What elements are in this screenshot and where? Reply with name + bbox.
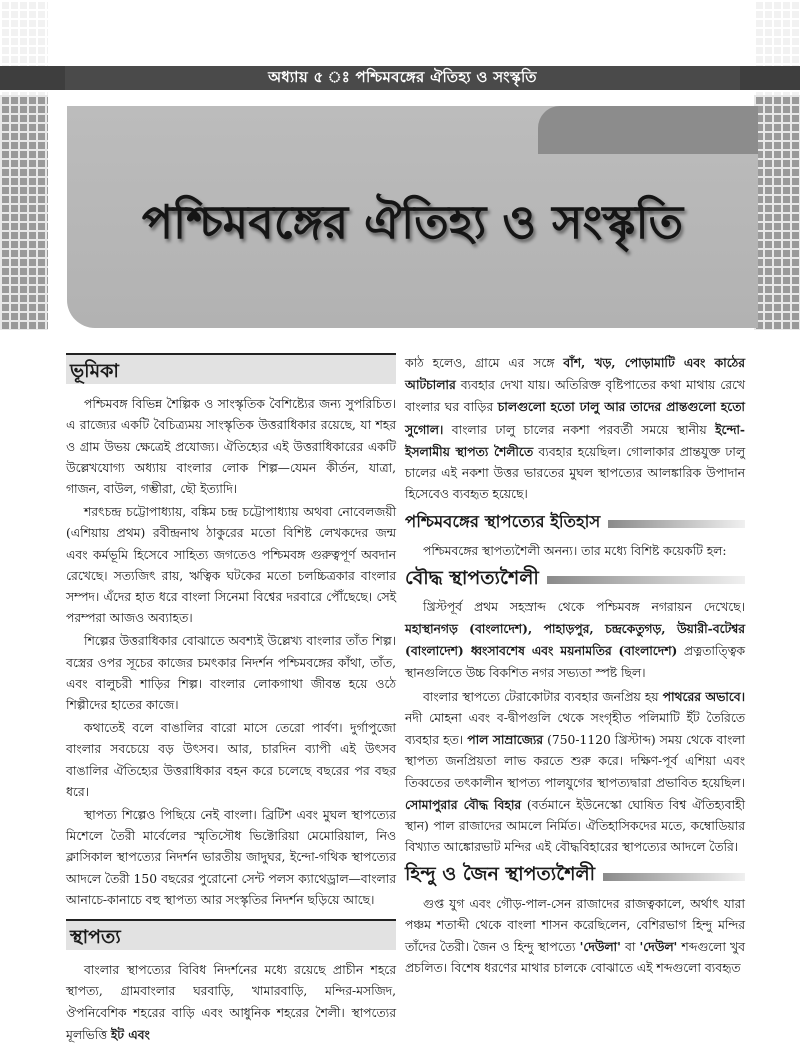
paragraph: বাংলার স্থাপত্যে টেরাকোটার ব্যবহার জনপ্রিয় হয় পাথরের অভাবে। নদী মোহনা এবং ব-দ্বীপগুলি থেকে সংগৃহীত পলিমাটি ইঁট তৈরিতে ব্যবহার হত। পাল সাম্রাজ্যের (750-1120 খ্রিস্টাব্দ) সময় থেকে বাংলা স্থাপত্য জনপ্রিয়তা লাভ করতে শুরু করে। দক্ষিণ-পূর্ব এশিয়া এবং তিব্বতের তৎকালীন স্থাপত্য পালযুগের স্থাপত্যদ্বারা প্রভাবিত হয়েছিল। সোমাপুরার বৌদ্ধ বিহার (বর্তমানে ইউনেস্কো ঘোষিত বিশ্ব ঐতিহ্যবাহী স্থান) পাল রাজাদের আমলে নির্মিত। ঐতিহাসিকদের মতে, কম্বোডিয়ার বিখ্যাত আঙ্কোরভাট মন্দির এই বৌদ্ধবিহারের স্থাপত্যের আদলে তৈরি। xyxy=(405,688,745,855)
section-heading-buddhist: বৌদ্ধ স্থাপত্যশৈলী xyxy=(405,568,745,589)
section-heading-history: পশ্চিমবঙ্গের স্থাপত্যের ইতিহাস xyxy=(405,511,745,532)
paragraph: শরৎচন্দ্র চট্টোপাধ্যায়, বঙ্কিম চন্দ্র চট্টোপাধ্যায় অথবা নোবেলজয়ী (এশিয়ায় প্রথম) রবীন্দ্রনাথ ঠাকুরের মতো বিশিষ্ট লেখকদের জন্ম এবং কর্মভূমি হিসেবে সাহিত্য জগতেও পশ্চিমবঙ্গ গুরুত্বপূর্ণ অবদান রেখেছে। সত্যজিৎ রায়, ঋত্বিক ঘটকের মতো চলচ্চিত্রকার বাংলার সম্পদ। এঁদের হাত ধরে বাংলা সিনেমা বিশ্বের দরবারে পৌঁছেছে। সেই পরম্পরা আজও অব্যাহত। xyxy=(66,505,396,626)
paragraph: খ্রিস্টপূর্ব প্রথম সহস্রাব্দ থেকে পশ্চিমবঙ্গ নগরায়ন দেখেছে। মহাস্থানগড় (বাংলাদেশ), পাহাড়পুর, চন্দ্রকেতুগড়, উয়ারী-বটেশ্বর (বাংলাদেশ) ধ্বংসাবশেষ এবং ময়নামতির (বাংলাদেশ) প্রত্নতাত্ত্বিক স্থানগুলিতে উচ্চ বিকশিত নগর সভ্যতা স্পষ্ট ছিল। xyxy=(405,600,745,680)
section-heading-architecture: স্থাপত্য xyxy=(66,919,396,950)
right-checker-decoration xyxy=(754,0,800,330)
banner-tab-decoration xyxy=(538,106,758,154)
paragraph: পশ্চিমবঙ্গ বিভিন্ন শৈল্পিক ও সাংস্কৃতিক বৈশিষ্ট্যের জন্য সুপরিচিত। এ রাজ্যের একটি বৈচিত্র্যময় সাংস্কৃতিক উত্তরাধিকার রয়েছে, যা শহর ও গ্রাম উভয় ক্ষেত্রেই প্রযোজ্য। ঐতিহ্যের এই উত্তরাধিকারের একটি উল্লেখযোগ্য অধ্যায় বাংলার লোক শিল্প—যেমন কীর্তন, যাত্রা, গাজন, বাউল, গম্ভীরা, ছৌ ইত্যাদি। xyxy=(66,397,396,497)
page-title: পশ্চিমবঙ্গের ঐতিহ্য ও সংস্কৃতি xyxy=(141,195,684,249)
paragraph: শিল্পের উত্তরাধিকার বোঝাতে অবশ্যই উল্লেখ্য বাংলার তাঁত শিল্প। বস্ত্রের ওপর সূচের কাজের চমৎকার নিদর্শন পশ্চিমবঙ্গের কাঁথা, তাঁত, এবং বালুচরী শাড়ির শিল্প। বাংলার লোকগাথা জীবন্ত হয়ে ওঠে শিল্পীদের হাতের কাজে। xyxy=(66,634,396,713)
left-column xyxy=(66,345,396,1048)
chapter-header: অধ্যায় ৫ ঃ পশ্চিমবঙ্গের ঐতিহ্য ও সংস্কৃতি xyxy=(65,66,740,90)
paragraph: স্থাপত্য শিল্পেও পিছিয়ে নেই বাংলা। ব্রিটিশ এবং মুঘল স্থাপত্যের মিশেলে তৈরী মার্বেলের স্মৃতিসৌধ ভিক্টোরিয়া মেমোরিয়াল, নিও ক্লাসিকাল স্থাপত্যের নিদর্শন ভারতীয় জাদুঘর, ইন্দো-গথিক স্থাপত্যের আদলে তৈরী 150 বছরের পুরোনো সেন্ট পলস ক্যাথেড্রাল—বাংলার আনাচে-কানাচে বহু স্থাপত্য আর সংস্কৃতির নিদর্শন ছড়িয়ে আছে। xyxy=(66,808,396,907)
paragraph: কথাতেই বলে বাঙালির বারো মাসে তেরো পার্বণ। দুর্গাপুজো বাংলার সবচেয়ে বড় উৎসব। আর, চারদিন ব্যাপী এই উৎসব বাঙালির ঐতিহ্যের উত্তরাধিকার বহন করে চলেছে বছরের পর বছর ধরে। xyxy=(66,721,396,799)
title-banner xyxy=(67,106,758,328)
paragraph: বাংলার স্থাপত্যের বিবিধ নিদর্শনের মধ্যে রয়েছে প্রাচীন শহরে স্থাপত্য, গ্রামবাংলার ঘরবাড়ি, খামারবাড়ি, মন্দির-মসজিদ, ঔপনিবেশিক শহরের বাড়ি এবং আধুনিক শহরের শৈলী। স্থাপত্যের মূলভিত্তি ইট এবং xyxy=(66,963,396,1042)
right-column xyxy=(405,352,745,981)
section-heading-intro: ভূমিকা xyxy=(66,353,396,384)
paragraph: গুপ্ত যুগ এবং গৌড়-পাল-সেন রাজাদের রাজত্বকালে, অর্থাৎ যারা পঞ্চম শতাব্দী থেকে বাংলা শাসন করেছিলেন, বেশিরভাগ হিন্দু মন্দির তাঁদের তৈরী। জৈন ও হিন্দু স্থাপত্যে 'দেউলা' বা 'দেউল' শব্দগুলো খুব প্রচলিত। বিশেষ ধরণের মাথার চালকে বোঝাতে এই শব্দগুলো ব্যবহৃত xyxy=(405,896,745,976)
paragraph: পশ্চিমবঙ্গের স্থাপত্যশৈলী অনন্য। তার মধ্যে বিশিষ্ট কয়েকটি হল: xyxy=(423,543,727,558)
section-heading-hindu-jain: হিন্দু ও জৈন স্থাপত্যশৈলী xyxy=(405,864,745,885)
paragraph: কাঠ হলেও, গ্রামে এর সঙ্গে বাঁশ, খড়, পোড়ামাটি এবং কাঠের আটচালার ব্যবহার দেখা যায়। অতিরিক্ত বৃষ্টিপাতের কথা মাথায় রেখে বাংলার ঘর বাড়ির চালগুলো হতো ঢালু আর তাদের প্রান্তগুলো হতো সুগোল। বাংলার ঢালু চালের নকশা পরবর্তী সময়ে স্থানীয় ইন্দো-ইসলামীয় স্থাপত্য শৈলীতে ব্যবহার হয়েছিল। গোলাকার প্রান্তযুক্ত ঢালু চালের এই নকশা উত্তর ভারতের মুঘল স্থাপত্যের আলঙ্কারিক উপাদান হিসেবেও ব্যবহৃত হয়েছে। xyxy=(405,355,745,502)
left-checker-decoration xyxy=(0,0,48,330)
